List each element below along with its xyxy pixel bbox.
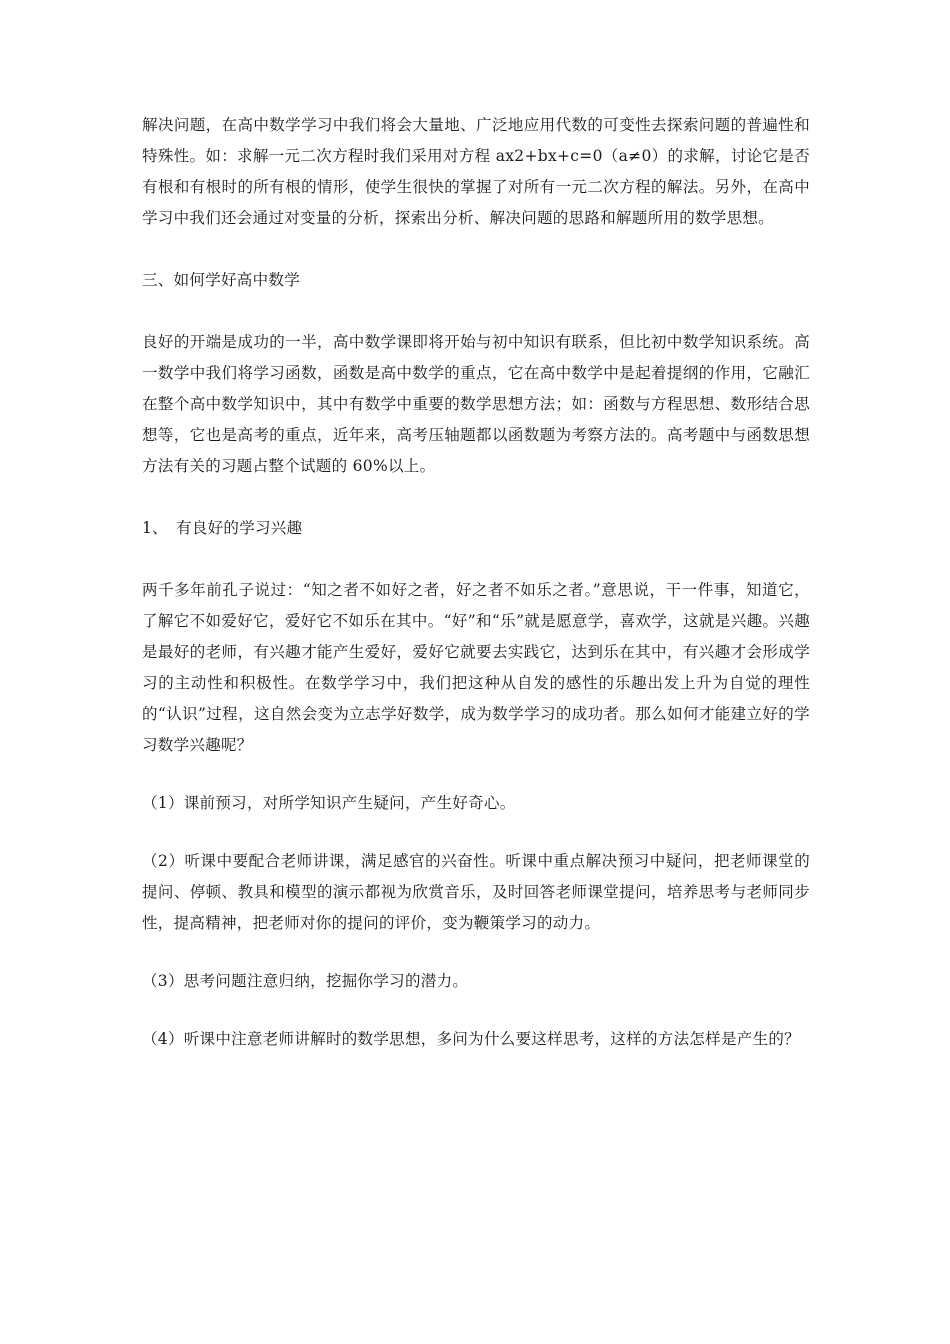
- list-item-4: （4）听课中注意老师讲解时的数学思想，多问为什么要这样思考，这样的方法怎样是产生的？: [142, 1030, 800, 1048]
- list-item-1: （1）课前预习，对所学知识产生疑问，产生好奇心。: [142, 794, 516, 812]
- spacer: [142, 819, 810, 846]
- section-three-heading: 三、如何学好高中数学: [142, 271, 301, 289]
- list-item-3: （3）思考问题注意归纳，挖掘你学习的潜力。: [142, 972, 469, 990]
- spacer: [142, 761, 810, 788]
- document-body: [142, 110, 810, 1055]
- spacer: [142, 482, 810, 513]
- paragraph-intro: 解决问题，在高中数学学习中我们将会大量地、广泛地应用代数的可变性去探索问题的普遍性和特殊性。如：求解一元二次方程时我们采用对方程 ax2+bx+c=0（a≠0）的求解，讨论它是否有根和有根时的所有根的情形，使学生很快的掌握了对所有一元二次方程的解法。另外，在高中学习中我们还会通过对变量的分析，探索出分析、解决问题的思路和解题所用的数学思想。: [142, 116, 810, 227]
- spacer: [142, 997, 810, 1024]
- list-item-2: （2）听课中要配合老师讲课，满足感官的兴奋性。听课中重点解决预习中疑问，把老师课堂的提问、停顿、教具和模型的演示都视为欣赏音乐，及时回答老师课堂提问，培养思考与老师同步性，提高精神，把老师对你的提问的评价，变为鞭策学习的动力。: [142, 852, 810, 932]
- paragraph-interest: 两千多年前孔子说过：“知之者不如好之者，好之者不如乐之者。”意思说，干一件事，知道它，了解它不如爱好它，爱好它不如乐在其中。“好”和“乐”就是愿意学，喜欢学，这就是兴趣。兴趣是最好的老师，有兴趣才能产生爱好，爱好它就要去实践它，达到乐在其中，有兴趣才会形成学习的主动性和积极性。在数学学习中，我们把这种从自发的感性的乐趣出发上升为自觉的理性的“认识”过程，这自然会变为立志学好数学，成为数学学习的成功者。那么如何才能建立好的学习数学兴趣呢？: [142, 581, 810, 754]
- paragraph-section-three: 良好的开端是成功的一半，高中数学课即将开始与初中知识有联系，但比初中数学知识系统。高一数学中我们将学习函数，函数是高中数学的重点，它在高中数学中是起着提纲的作用，它融汇在整个高中数学知识中，其中有数学中重要的数学思想方法；如：函数与方程思想、数形结合思想等，它也是高考的重点，近年来，高考压轴题都以函数题为考察方法的。高考题中与函数思想方法有关的习题占整个试题的 60%以上。: [142, 333, 810, 475]
- spacer: [142, 939, 810, 966]
- spacer: [142, 296, 810, 327]
- spacer: [142, 234, 810, 265]
- spacer: [142, 544, 810, 575]
- subheading-learning-interest: 1、 有良好的学习兴趣: [142, 519, 303, 537]
